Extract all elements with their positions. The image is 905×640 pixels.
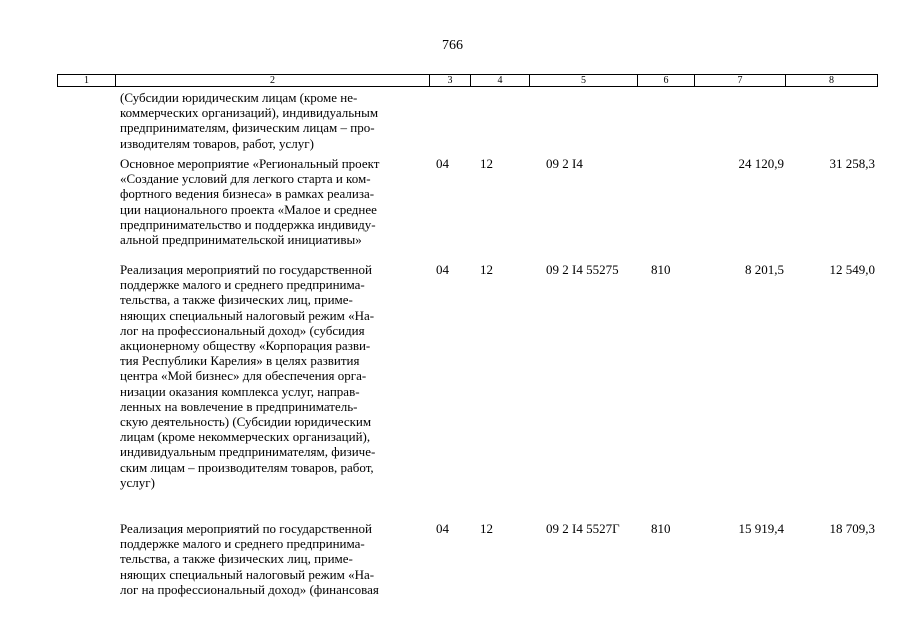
row-description xyxy=(120,90,420,151)
description-line: лицам (кроме некоммерческих организаций), xyxy=(120,429,371,445)
amount-col-7: 8 201,5 xyxy=(745,262,784,277)
description-line: Реализация мероприятий по государственной xyxy=(120,521,372,536)
column-header-2: 2 xyxy=(116,75,430,87)
target-article-code: 09 2 I4 55275 xyxy=(546,262,619,277)
column-header-4: 4 xyxy=(471,75,530,87)
description-line: коммерческих организаций), индивидуальным xyxy=(120,105,379,121)
description-line: тия Республики Карелия» в целях развития xyxy=(120,353,360,369)
target-article-code: 09 2 I4 5527Г xyxy=(546,521,620,536)
column-header-8: 8 xyxy=(786,75,878,87)
column-number-header xyxy=(57,74,878,87)
subsection-code: 12 xyxy=(480,156,493,171)
amount-col-8: 31 258,3 xyxy=(829,156,875,171)
amount-col-7: 24 120,9 xyxy=(738,156,784,171)
description-line: акционерному обществу «Корпорация разви- xyxy=(120,338,371,354)
description-line: ским лицам – производителям товаров, работ, xyxy=(120,459,374,475)
row-description xyxy=(120,521,420,597)
description-line: Реализация мероприятий по государственной xyxy=(120,262,372,277)
subsection-code: 12 xyxy=(480,521,493,536)
description-line: услуг) xyxy=(120,474,155,490)
target-article-code: 09 2 I4 xyxy=(546,156,583,171)
page-number: 766 xyxy=(442,38,463,53)
description-line: низации оказания комплекса услуг, направ- xyxy=(120,383,360,399)
description-line: лог на профессиональный доход» (финансовая xyxy=(120,581,379,597)
description-line: фортного ведения бизнеса» в рамках реализа- xyxy=(120,186,375,202)
description-line: ции национального проекта «Малое и среднее xyxy=(120,201,377,217)
row-description xyxy=(120,262,420,490)
section-code: 04 xyxy=(436,156,449,171)
amount-col-8: 12 549,0 xyxy=(829,262,875,277)
column-header-7: 7 xyxy=(695,75,786,87)
description-line: лог на профессиональный доход» (субсидия xyxy=(120,322,365,338)
description-line: ленных на вовлечение в предприниматель- xyxy=(120,398,358,414)
description-line: поддержке малого и среднего предпринима- xyxy=(120,536,365,552)
description-line: «Создание условий для легкого старта и ком- xyxy=(120,171,371,187)
description-line: няющих специальный налоговый режим «На- xyxy=(120,566,375,582)
column-header-6: 6 xyxy=(638,75,695,87)
subsection-code: 12 xyxy=(480,262,493,277)
description-line: альной предпринимательской инициативы» xyxy=(120,232,362,248)
column-header-5: 5 xyxy=(530,75,638,87)
description-line: поддержке малого и среднего предпринима- xyxy=(120,277,365,293)
column-header-3: 3 xyxy=(430,75,471,87)
row-description xyxy=(120,156,420,247)
description-line: индивидуальным предпринимателям, физиче- xyxy=(120,444,376,460)
description-line: тельства, а также физических лиц, приме- xyxy=(120,551,353,567)
description-line: (Субсидии юридическим лицам (кроме не- xyxy=(120,90,358,105)
amount-col-7: 15 919,4 xyxy=(738,521,784,536)
description-line: скую деятельность) (Субсидии юридическим xyxy=(120,414,372,430)
description-line: Основное мероприятие «Региональный проект xyxy=(120,156,380,171)
section-code: 04 xyxy=(436,521,449,536)
description-line: центра «Мой бизнес» для обеспечения орга- xyxy=(120,368,367,384)
column-header-1: 1 xyxy=(58,75,116,87)
description-line: тельства, а также физических лиц, приме- xyxy=(120,292,353,308)
description-line: изводителям товаров, работ, услуг) xyxy=(120,135,314,151)
description-line: няющих специальный налоговый режим «На- xyxy=(120,307,375,323)
description-line: предпринимателям, физическим лицам – про- xyxy=(120,120,375,136)
amount-col-8: 18 709,3 xyxy=(829,521,875,536)
expense-type-code: 810 xyxy=(651,262,671,277)
section-code: 04 xyxy=(436,262,449,277)
description-line: предпринимательство и поддержка индивиду- xyxy=(120,216,376,232)
expense-type-code: 810 xyxy=(651,521,671,536)
